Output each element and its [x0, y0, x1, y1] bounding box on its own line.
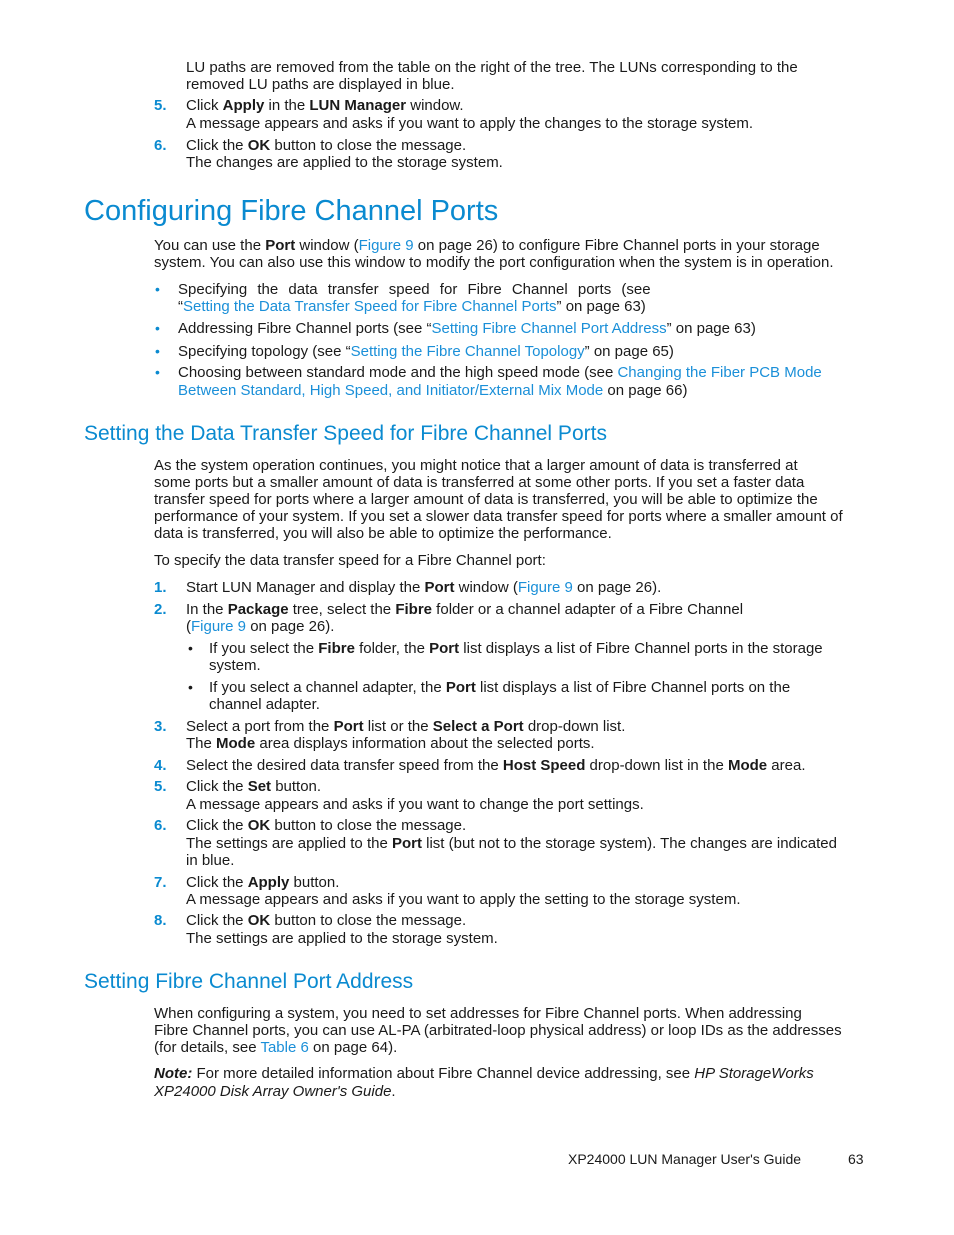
- para-line: performance of your system. If you set a slower data transfer speed for ports where a smaller amount of: [154, 508, 843, 525]
- step-text: [186, 601, 743, 619]
- para-line: [154, 1039, 397, 1057]
- step-number: 1.: [154, 579, 167, 596]
- table-link[interactable]: Table 6: [260, 1039, 309, 1056]
- intro-line-1: LU paths are removed from the table on the right of the tree. The LUNs corresponding to the: [186, 59, 798, 76]
- text: Click the: [186, 874, 248, 891]
- text: If you select a channel adapter, the: [209, 679, 446, 696]
- para-line: Fibre Channel ports, you can use AL-PA (arbitrated-loop physical address) or loop IDs as the addresses: [154, 1022, 842, 1039]
- para-line: data is transferred, you will also be able to optimize the performance.: [154, 525, 612, 542]
- text: list displays a list of Fibre Channel ports on the: [475, 679, 791, 696]
- note-cont: [154, 1083, 396, 1101]
- footer-guide-title: XP24000 LUN Manager User's Guide: [568, 1151, 802, 1167]
- text: window.: [406, 97, 464, 114]
- step-text: [186, 579, 661, 597]
- text: Select a port from the: [186, 718, 334, 735]
- text: Start LUN Manager and display the: [186, 579, 425, 596]
- text: in the: [264, 97, 310, 114]
- text: (: [186, 618, 191, 635]
- mode-label: Mode: [216, 735, 256, 752]
- bullet-item: [178, 320, 756, 338]
- subsection-title: Setting Fibre Channel Port Address: [84, 970, 414, 993]
- xref-link[interactable]: Setting Fibre Channel Port Address: [431, 320, 667, 337]
- text: “: [178, 298, 183, 315]
- apply-label: Apply: [247, 874, 290, 891]
- xref-link[interactable]: Between Standard, High Speed, and Initiator/External Mix Mode: [178, 382, 604, 399]
- select-a-port-label: Select a Port: [432, 718, 524, 735]
- bullet-item-cont: [178, 298, 646, 316]
- step-result-cont: in blue.: [186, 852, 235, 869]
- step-result: A message appears and asks if you want to apply the setting to the storage system.: [186, 891, 741, 908]
- xref-link[interactable]: Setting the Fibre Channel Topology: [350, 343, 585, 360]
- text: window (: [295, 237, 359, 254]
- fibre-label: Fibre: [318, 640, 355, 657]
- page-number: 63: [848, 1151, 864, 1167]
- subsection-title: Setting the Data Transfer Speed for Fibre Channel Ports: [84, 422, 607, 445]
- text: Addressing Fibre Channel ports (see “: [178, 320, 432, 337]
- sub-bullet-icon: •: [188, 640, 193, 656]
- text: (for details, see: [154, 1039, 261, 1056]
- host-speed-label: Host Speed: [502, 757, 586, 774]
- note-label: Note:: [154, 1065, 193, 1082]
- step-number: 5.: [154, 97, 167, 114]
- text: ” on page 63): [556, 298, 646, 315]
- set-label: Set: [247, 778, 272, 795]
- step-text: [186, 718, 625, 736]
- intro-text-2: [186, 76, 455, 94]
- text: area displays information about the selected ports.: [255, 735, 595, 752]
- intro-text: [186, 59, 798, 77]
- section-intro-2: system. You can also use this window to modify the port configuration when the system is in operation.: [154, 254, 834, 271]
- fibre-label: Fibre: [395, 601, 433, 618]
- port-label: Port: [265, 237, 296, 254]
- xref-link[interactable]: Changing the Fiber PCB Mode: [617, 364, 822, 381]
- step-number: 7.: [154, 874, 167, 891]
- sub-bullet-item: [209, 640, 823, 658]
- figure-link[interactable]: Figure 9: [358, 237, 414, 254]
- text: tree, select the: [288, 601, 396, 618]
- package-label: Package: [227, 601, 289, 618]
- section-title: Configuring Fibre Channel Ports: [84, 195, 499, 227]
- step-number: 6.: [154, 817, 167, 834]
- port-label: Port: [424, 579, 455, 596]
- sub-bullet-cont: channel adapter.: [209, 696, 320, 713]
- section-intro: [154, 237, 820, 255]
- text: button to close the message.: [270, 137, 467, 154]
- xref-link[interactable]: Setting the Data Transfer Speed for Fibre Channel Ports: [183, 298, 557, 315]
- step-result: A message appears and asks if you want to apply the changes to the storage system.: [186, 115, 753, 132]
- text: button.: [289, 874, 340, 891]
- bullet-icon: •: [155, 281, 160, 297]
- text: The: [186, 735, 217, 752]
- step-number: 5.: [154, 778, 167, 795]
- text: button.: [271, 778, 322, 795]
- text: drop-down list.: [523, 718, 626, 735]
- text: You can use the: [154, 237, 266, 254]
- text: Select the desired data transfer speed from the: [186, 757, 503, 774]
- bullet-item: [178, 343, 674, 361]
- step-text: [186, 874, 339, 892]
- text: If you select the: [209, 640, 319, 657]
- bullet-icon: •: [155, 364, 160, 380]
- text: Choosing between standard mode and the high speed mode (see: [178, 364, 618, 381]
- text: on page 64).: [308, 1039, 398, 1056]
- text: button to close the message.: [270, 912, 467, 929]
- step-number: 3.: [154, 718, 167, 735]
- step-number: 8.: [154, 912, 167, 929]
- para-line: transfer speed for ports where a larger amount of data is transferred, you will be able to optimize the: [154, 491, 818, 508]
- text: folder or a channel adapter of a Fibre Channel: [432, 601, 744, 618]
- text: ” on page 63): [666, 320, 756, 337]
- port-label: Port: [445, 679, 476, 696]
- para-line: As the system operation continues, you might notice that a larger amount of data is transferred at: [154, 457, 798, 474]
- step-result: The settings are applied to the storage system.: [186, 930, 498, 947]
- text: area.: [767, 757, 806, 774]
- step-text: [186, 97, 464, 115]
- lun-manager-label: LUN Manager: [309, 97, 407, 114]
- text: button to close the message.: [270, 817, 467, 834]
- figure-link[interactable]: Figure 9: [191, 618, 247, 635]
- procedure-lead: To specify the data transfer speed for a Fibre Channel port:: [154, 552, 546, 569]
- bullet-item: Specifying the data transfer speed for Fibre Channel ports (see: [178, 281, 651, 298]
- text: list (but not to the storage system). The changes are indicated: [421, 835, 837, 852]
- step-number: 4.: [154, 757, 167, 774]
- intro-line-2: removed LU paths are displayed in blue.: [186, 76, 455, 93]
- ok-label: OK: [247, 817, 271, 834]
- port-label: Port: [429, 640, 460, 657]
- text: ” on page 65): [584, 343, 674, 360]
- step-result: A message appears and asks if you want to change the port settings.: [186, 796, 644, 813]
- step-text: [186, 912, 466, 930]
- text: .: [391, 1083, 396, 1100]
- text: list or the: [363, 718, 433, 735]
- step-result: [186, 735, 595, 753]
- figure-link[interactable]: Figure 9: [517, 579, 573, 596]
- sub-bullet-item: [209, 679, 790, 697]
- mode-label: Mode: [727, 757, 768, 774]
- text: on page 66): [603, 382, 688, 399]
- text: on page 26) to configure Fibre Channel ports in your storage: [413, 237, 820, 254]
- step-text-cont: [186, 618, 334, 636]
- bullet-item-cont: [178, 382, 688, 400]
- port-label: Port: [391, 835, 422, 852]
- text: list displays a list of Fibre Channel ports in the storage: [459, 640, 823, 657]
- note: [154, 1065, 814, 1083]
- step-text: [186, 778, 321, 796]
- step-result: The changes are applied to the storage system.: [186, 154, 503, 171]
- text: Click the: [186, 817, 248, 834]
- text: Click the: [186, 778, 248, 795]
- text: For more detailed information about Fibre Channel device addressing, see: [192, 1065, 695, 1082]
- ok-label: OK: [247, 137, 271, 154]
- text: Click: [186, 97, 223, 114]
- text: The settings are applied to the: [186, 835, 392, 852]
- bullet-item: [178, 364, 822, 382]
- text: on page 26).: [246, 618, 335, 635]
- step-number: 6.: [154, 137, 167, 154]
- text: Click the: [186, 912, 248, 929]
- ok-label: OK: [247, 912, 271, 929]
- step-text: [186, 757, 805, 775]
- text: In the: [186, 601, 228, 618]
- apply-label: Apply: [222, 97, 265, 114]
- step-text: [186, 137, 466, 155]
- sub-bullet-icon: •: [188, 679, 193, 695]
- text: drop-down list in the: [585, 757, 728, 774]
- book-title: XP24000 Disk Array Owner's Guide: [154, 1083, 392, 1100]
- bullet-icon: •: [155, 343, 160, 359]
- text: Click the: [186, 137, 248, 154]
- bullet-icon: •: [155, 320, 160, 336]
- step-result: [186, 835, 837, 853]
- text: window (: [454, 579, 518, 596]
- step-number: 2.: [154, 601, 167, 618]
- para-line: When configuring a system, you need to set addresses for Fibre Channel ports. When addressing: [154, 1005, 802, 1022]
- text: folder, the: [354, 640, 430, 657]
- port-label: Port: [333, 718, 364, 735]
- para-line: some ports but a smaller amount of data is transferred at some other ports. If you set a faster data: [154, 474, 805, 491]
- step-text: [186, 817, 466, 835]
- book-title: HP StorageWorks: [694, 1065, 814, 1082]
- text: on page 26).: [572, 579, 662, 596]
- sub-bullet-cont: system.: [209, 657, 261, 674]
- text: Specifying topology (see “: [178, 343, 351, 360]
